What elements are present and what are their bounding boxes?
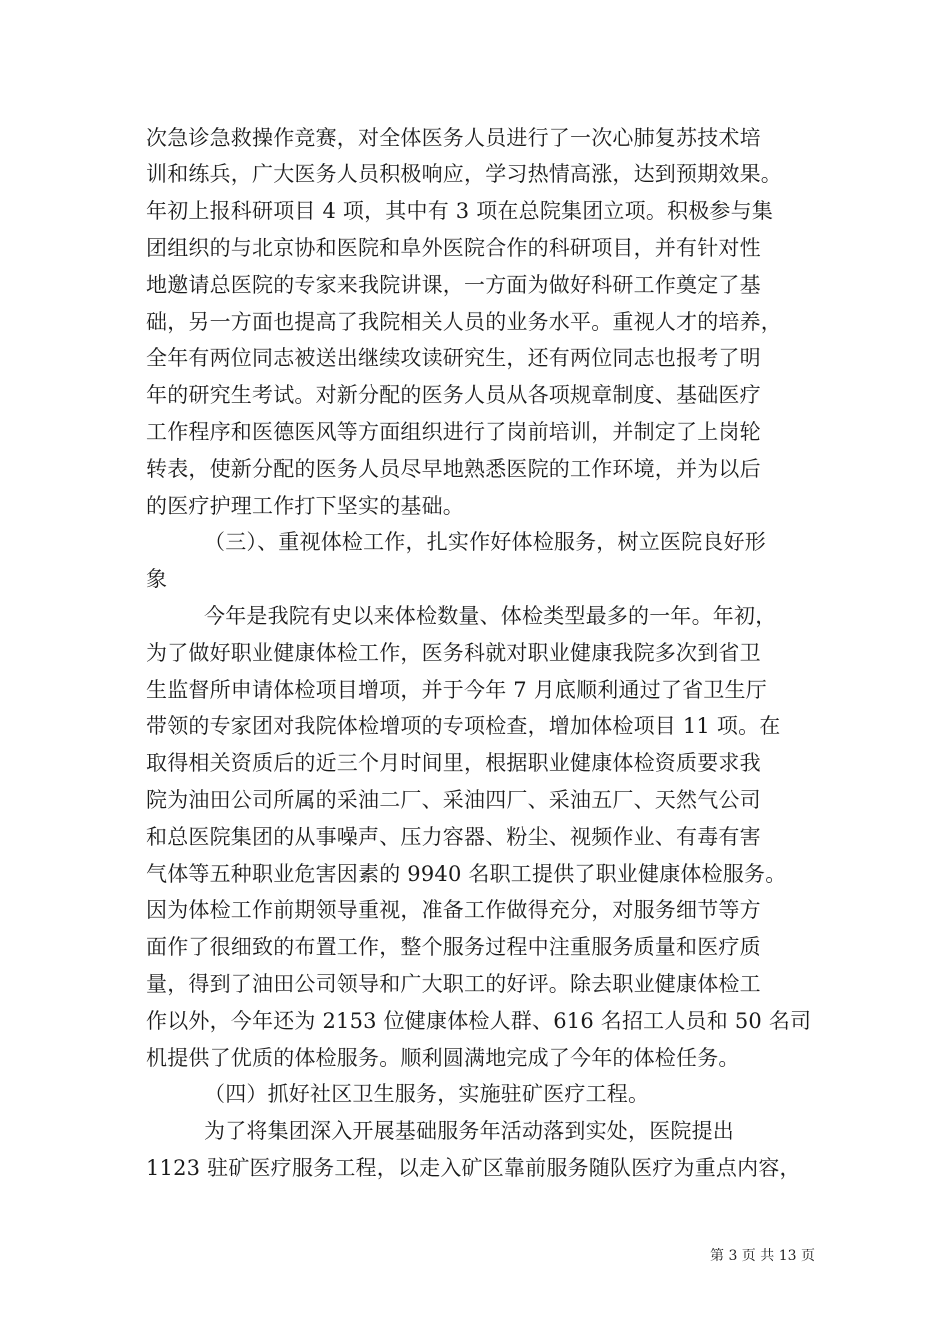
text-line: 转表，使新分配的医务人员尽早地熟悉医院的工作环境，并为以后: [146, 457, 761, 481]
text-line: 工作程序和医德医风等方面组织进行了岗前培训，并制定了上岗轮: [146, 420, 761, 444]
section-heading-continued: 象: [146, 567, 168, 591]
text-line: 取得相关资质后的近三个月时间里，根据职业健康体检资质要求我: [146, 751, 761, 775]
section-heading: （四）抓好社区卫生服务，实施驻矿医疗工程。: [204, 1082, 650, 1106]
text-line: 和总医院集团的从事噪声、压力容器、粉尘、视频作业、有毒有害: [146, 825, 761, 849]
text-line: 面作了很细致的布置工作，整个服务过程中注重服务质量和医疗质: [146, 935, 761, 959]
text-line: 年初上报科研项目 4 项，其中有 3 项在总院集团立项。积极参与集: [146, 199, 774, 223]
section-heading: （三）、重视体检工作，扎实作好体检服务，树立医院良好形: [204, 530, 766, 554]
text-line: 全年有两位同志被送出继续攻读研究生，还有两位同志也报考了明: [146, 346, 761, 370]
paragraph-start-line: 为了将集团深入开展基础服务年活动落到实处，医院提出: [204, 1119, 734, 1143]
text-line: 带领的专家团对我院体检增项的专项检查，增加体检项目 11 项。在: [146, 714, 781, 738]
text-line: 年的研究生考试。对新分配的医务人员从各项规章制度、基础医疗: [146, 383, 761, 407]
page-number-footer: 第 3 页 共 13 页: [710, 1248, 815, 1264]
paragraph-start-line: 今年是我院有史以来体检数量、体检类型最多的一年。年初，: [204, 604, 777, 628]
text-line: 1123 驻矿医疗服务工程，以走入矿区靠前服务随队医疗为重点内容，: [146, 1156, 801, 1180]
text-line: 础，另一方面也提高了我院相关人员的业务水平。重视人才的培养，: [146, 310, 782, 334]
text-line: 院为油田公司所属的采油二厂、采油四厂、采油五厂、天然气公司: [146, 788, 761, 812]
text-line: 训和练兵，广大医务人员积极响应，学习热情高涨，达到预期效果。: [146, 162, 782, 186]
text-line: 次急诊急救操作竞赛，对全体医务人员进行了一次心肺复苏技术培: [146, 126, 761, 150]
text-line: 量，得到了油田公司领导和广大职工的好评。除去职业健康体检工: [146, 972, 761, 996]
text-line: 气体等五种职业危害因素的 9940 名职工提供了职业健康体检服务。: [146, 862, 787, 886]
text-line: 为了做好职业健康体检工作，医务科就对职业健康我院多次到省卫: [146, 641, 761, 665]
text-line: 地邀请总医院的专家来我院讲课，一方面为做好科研工作奠定了基: [146, 273, 761, 297]
text-line: 团组织的与北京协和医院和阜外医院合作的科研项目，并有针对性: [146, 236, 761, 260]
text-line: 机提供了优质的体检服务。顺利圆满地完成了今年的体检任务。: [146, 1046, 740, 1070]
text-line: 作以外，今年还为 2153 位健康体检人群、616 名招工人员和 50 名司: [146, 1009, 812, 1033]
text-line: 的医疗护理工作打下坚实的基础。: [146, 494, 464, 518]
text-line: 生监督所申请体检项目增项，并于今年 7 月底顺利通过了省卫生厅: [146, 678, 767, 702]
text-line: 因为体检工作前期领导重视，准备工作做得充分，对服务细节等方: [146, 898, 761, 922]
